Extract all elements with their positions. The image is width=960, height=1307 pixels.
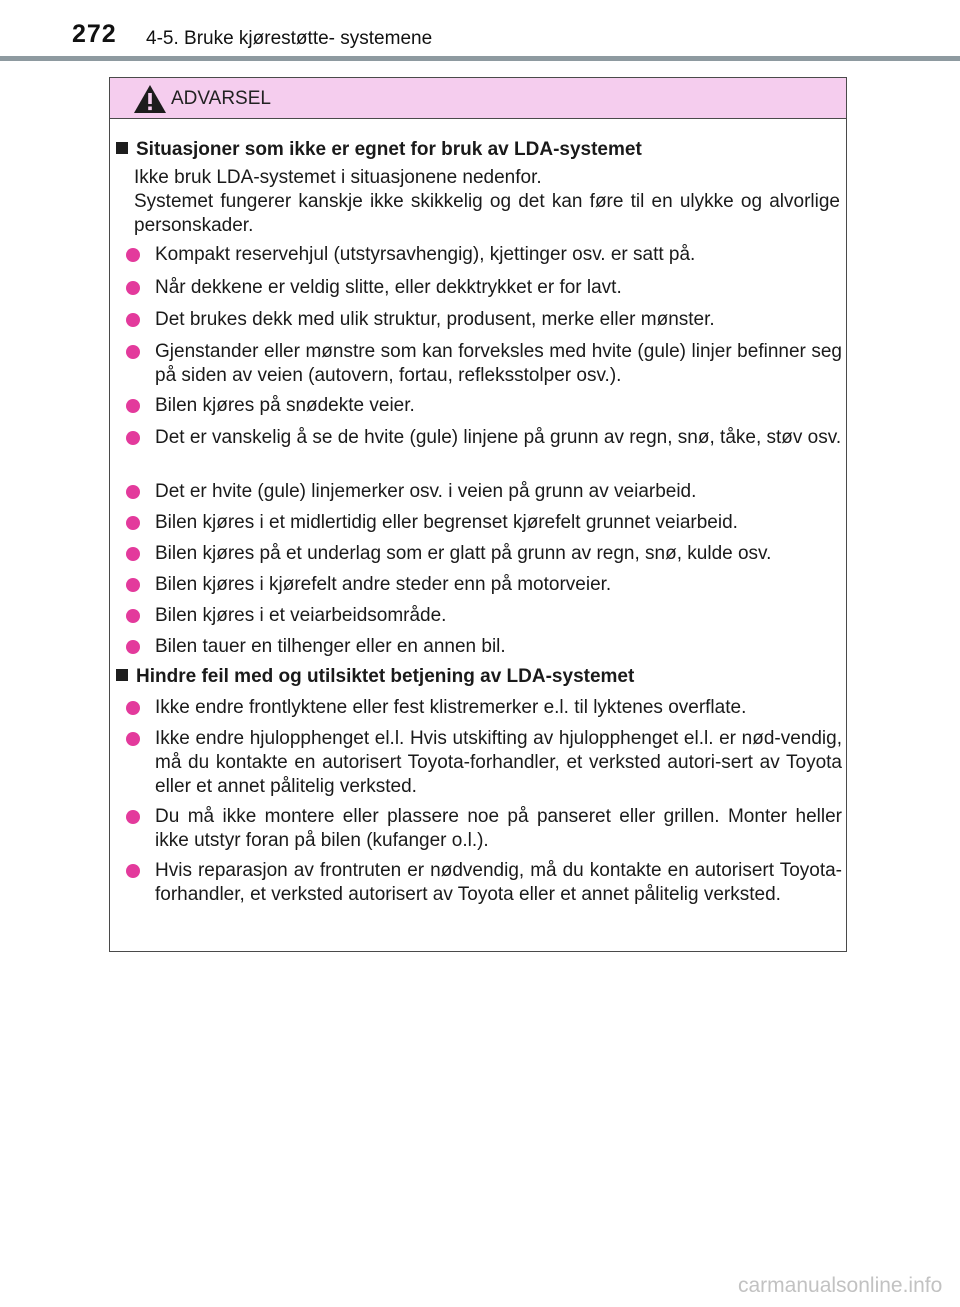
list-item: Hvis reparasjon av frontruten er nødvendig, må du kontakte en autorisert Toyota-forhandler, et verksted autorisert av Toyota eller et annet pålitelig verksted.	[120, 859, 842, 907]
list-item: Det er hvite (gule) linjemerker osv. i veien på grunn av veiarbeid.	[120, 480, 842, 504]
square-bullet-icon	[116, 669, 128, 681]
bullet-dot-icon	[126, 810, 140, 824]
bullet-dot-icon	[126, 640, 140, 654]
bullet-dot-icon	[126, 547, 140, 561]
header-rule	[0, 56, 960, 61]
list-item: Ikke endre hjulopphenget el.l. Hvis utskifting av hjulopphenget el.l. er nød-vendig, må du kontakte en autorisert Toyota-forhandler, et verksted autori-sert av Toyota eller et annet pålitelig verksted.	[120, 727, 842, 799]
list-item: Når dekkene er veldig slitte, eller dekktrykket er for lavt.	[120, 276, 842, 300]
list-item: Bilen kjøres i et veiarbeidsområde.	[120, 604, 842, 628]
list-item: Bilen tauer en tilhenger eller en annen bil.	[120, 635, 842, 659]
intro-text: Systemet fungerer kanskje ikke skikkelig og det kan føre til en ulykke og alvorlige personskader.	[134, 191, 840, 236]
list-item: Bilen kjøres på et underlag som er glatt på grunn av regn, snø, kulde osv.	[120, 542, 842, 566]
bullet-dot-icon	[126, 345, 140, 359]
square-bullet-icon	[116, 142, 128, 154]
intro-text: Ikke bruk LDA-systemet i situasjonene nedenfor.	[134, 167, 542, 188]
bullet-dot-icon	[126, 248, 140, 262]
bullet-dot-icon	[126, 281, 140, 295]
bullet-dot-icon	[126, 399, 140, 413]
page-header	[0, 0, 960, 62]
bullet-dot-icon	[126, 516, 140, 530]
warning-label: ADVARSEL	[171, 88, 271, 109]
section-heading: Hindre feil med og utilsiktet betjening av LDA-systemet	[116, 665, 634, 689]
list-item: Det brukes dekk med ulik struktur, produsent, merke eller mønster.	[120, 308, 842, 332]
bullet-dot-icon	[126, 864, 140, 878]
bullet-dot-icon	[126, 485, 140, 499]
warning-triangle-icon	[133, 84, 167, 114]
list-item: Bilen kjøres i kjørefelt andre steder enn på motorveier.	[120, 573, 842, 597]
list-item: Kompakt reservehjul (utstyrsavhengig), kjettinger osv. er satt på.	[120, 243, 842, 267]
section-heading: Situasjoner som ikke er egnet for bruk av LDA-systemet	[116, 138, 642, 162]
section-title: 4-5. Bruke kjørestøtte- systemene	[146, 28, 433, 49]
list-item: Det er vanskelig å se de hvite (gule) linjene på grunn av regn, snø, tåke, støv osv.	[120, 426, 842, 450]
list-item: Bilen kjøres på snødekte veier.	[120, 394, 842, 418]
page-number: 272	[72, 20, 117, 48]
list-item: Gjenstander eller mønstre som kan forveksles med hvite (gule) linjer befinner seg på siden av veien (autovern, fortau, refleksstolper osv.).	[120, 340, 842, 388]
bullet-dot-icon	[126, 701, 140, 715]
list-item: Bilen kjøres i et midlertidig eller begrenset kjørefelt grunnet veiarbeid.	[120, 511, 842, 535]
svg-text:carmanualsonline.info: carmanualsonline.info	[738, 1274, 943, 1297]
bullet-dot-icon	[126, 578, 140, 592]
watermark-logo	[738, 1265, 948, 1305]
bullet-dot-icon	[126, 431, 140, 445]
warning-header	[110, 78, 846, 119]
bullet-dot-icon	[126, 313, 140, 327]
bullet-dot-icon	[126, 732, 140, 746]
list-item: Du må ikke montere eller plassere noe på panseret eller grillen. Monter heller ikke utstyr foran på bilen (kufanger o.l.).	[120, 805, 842, 853]
warning-box	[109, 77, 847, 952]
list-item: Ikke endre frontlyktene eller fest klistremerker e.l. til lyktenes overflate.	[120, 696, 842, 720]
bullet-dot-icon	[126, 609, 140, 623]
